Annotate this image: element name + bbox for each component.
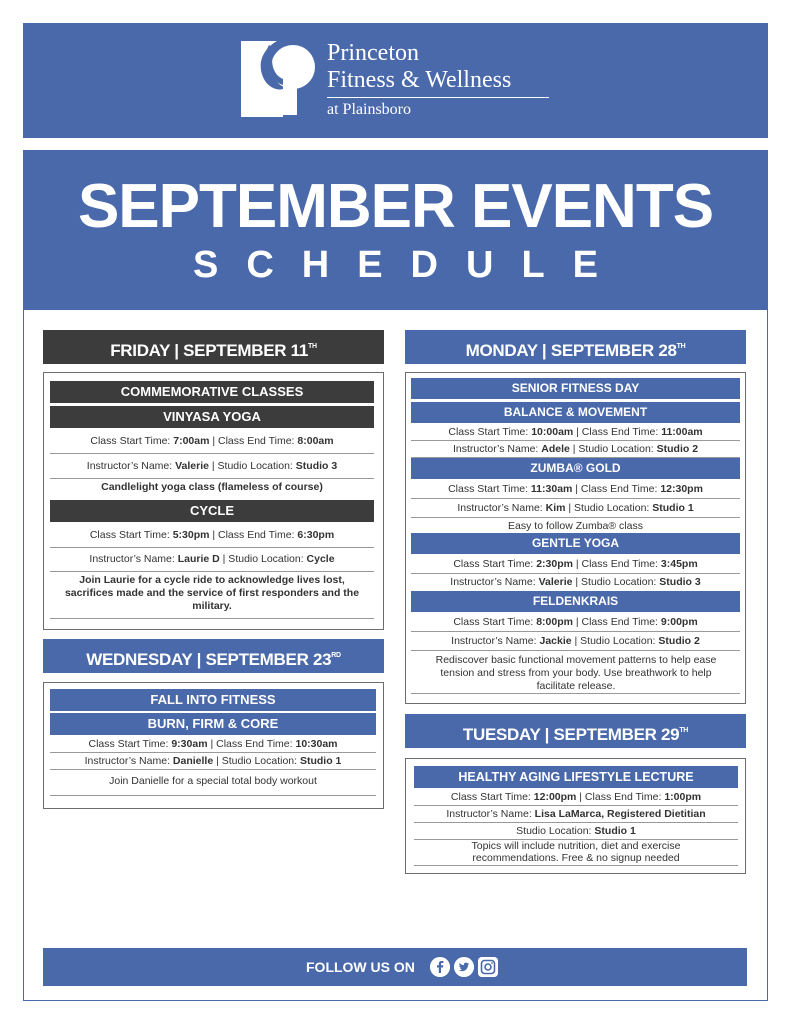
class-times: Class Start Time: 8:00pm | Class End Time: 9:00pm [411, 613, 740, 632]
class-title: VINYASA YOGA [50, 406, 374, 428]
page-subtitle: SCHEDULE [192, 244, 627, 286]
day-header-wednesday [43, 639, 384, 673]
day-header-friday [43, 330, 384, 364]
day-header-tuesday [405, 714, 746, 748]
class-instructor: Instructor’s Name: Lisa LaMarca, Registered Dietitian [414, 806, 738, 823]
day-label: WEDNESDAY | SEPTEMBER 23 [86, 650, 332, 669]
class-title: CYCLE [50, 500, 374, 522]
class-times: Class Start Time: 5:30pm | Class End Time: 6:30pm [50, 523, 374, 548]
class-instructor: Instructor’s Name: Valerie | Studio Location: Studio 3 [450, 576, 701, 588]
header-banner [23, 23, 768, 138]
facebook-icon[interactable] [430, 957, 450, 977]
day-suffix: RD [331, 652, 341, 659]
divider [411, 693, 740, 694]
class-title: BALANCE & MOVEMENT [411, 402, 740, 423]
footer-bar [43, 948, 747, 986]
class-instructor: Instructor’s Name: Jackie | Studio Location: Studio 2 [411, 632, 740, 651]
follow-us-label: FOLLOW US ON [306, 959, 415, 975]
day-label: MONDAY | SEPTEMBER 28 [465, 341, 677, 360]
brand-name [327, 39, 549, 120]
class-title: HEALTHY AGING LIFESTYLE LECTURE [414, 766, 738, 788]
day-header-monday [405, 330, 746, 364]
section-header: COMMEMORATIVE CLASSES [50, 381, 374, 403]
class-times: Class Start Time: 9:30am | Class End Time: 10:30am [50, 736, 376, 753]
day-suffix: TH [679, 727, 689, 734]
logo-icon [239, 39, 319, 119]
brand-line-2: Fitness & Wellness [327, 67, 512, 93]
class-note: Rediscover basic functional movement patterns to help ease tension and stress from your body. Use breathwork to help facilitate release. [435, 654, 717, 692]
monday-panel [405, 372, 746, 704]
divider [50, 795, 376, 796]
class-times: Class Start Time: 10:00am | Class End Time: 11:00am [411, 424, 740, 441]
day-suffix: TH [308, 343, 317, 350]
section-header: FALL INTO FITNESS [50, 689, 376, 711]
twitter-icon[interactable] [454, 957, 474, 977]
class-note: Join Danielle for a special total body workout [109, 775, 317, 787]
day-suffix: TH [676, 343, 686, 350]
day-label: TUESDAY | SEPTEMBER 29 [462, 725, 680, 744]
page-title: SEPTEMBER EVENTS [77, 172, 714, 241]
class-note: Join Laurie for a cycle ride to acknowledge lives lost, sacrifices made and the service of first responders and the military. [64, 574, 360, 612]
class-title: FELDENKRAIS [411, 591, 740, 612]
divider [50, 618, 374, 619]
class-instructor: Instructor’s Name: Laurie D | Studio Location: Cycle [50, 547, 374, 572]
class-note: Candlelight yoga class (flameless of course) [101, 481, 323, 493]
wednesday-panel [43, 682, 384, 809]
brand-line-1: Princeton [327, 40, 419, 66]
title-banner [23, 150, 768, 310]
tuesday-panel [405, 758, 746, 874]
day-label: FRIDAY | SEPTEMBER 11 [110, 341, 309, 360]
class-instructor: Instructor’s Name: Adele | Studio Location: Studio 2 [411, 441, 740, 458]
class-times: Class Start Time: 12:00pm | Class End Time: 1:00pm [414, 789, 738, 806]
brand-line-3: at Plainsboro [327, 101, 411, 118]
class-times: Class Start Time: 2:30pm | Class End Time: 3:45pm [411, 555, 740, 574]
instagram-icon[interactable] [478, 957, 498, 977]
class-note: Topics will include nutrition, diet and exercise recommendations. Free & no signup needed [471, 840, 681, 864]
class-title: GENTLE YOGA [411, 533, 740, 554]
divider [414, 865, 738, 866]
friday-panel [43, 372, 384, 630]
class-note: Easy to follow Zumba® class [508, 520, 643, 532]
class-title: ZUMBA® GOLD [411, 458, 740, 479]
class-instructor: Instructor’s Name: Valerie | Studio Location: Studio 3 [50, 454, 374, 479]
class-times: Class Start Time: 7:00am | Class End Time: 8:00am [50, 429, 374, 454]
class-instructor: Instructor’s Name: Kim | Studio Location: Studio 1 [411, 499, 740, 518]
brand-rule [327, 97, 549, 98]
class-location: Studio Location: Studio 1 [414, 823, 738, 840]
class-times: Class Start Time: 11:30am | Class End Time: 12:30pm [411, 480, 740, 499]
section-header: SENIOR FITNESS DAY [411, 378, 740, 399]
class-instructor: Instructor’s Name: Danielle | Studio Location: Studio 1 [50, 753, 376, 770]
class-title: BURN, FIRM & CORE [50, 713, 376, 735]
